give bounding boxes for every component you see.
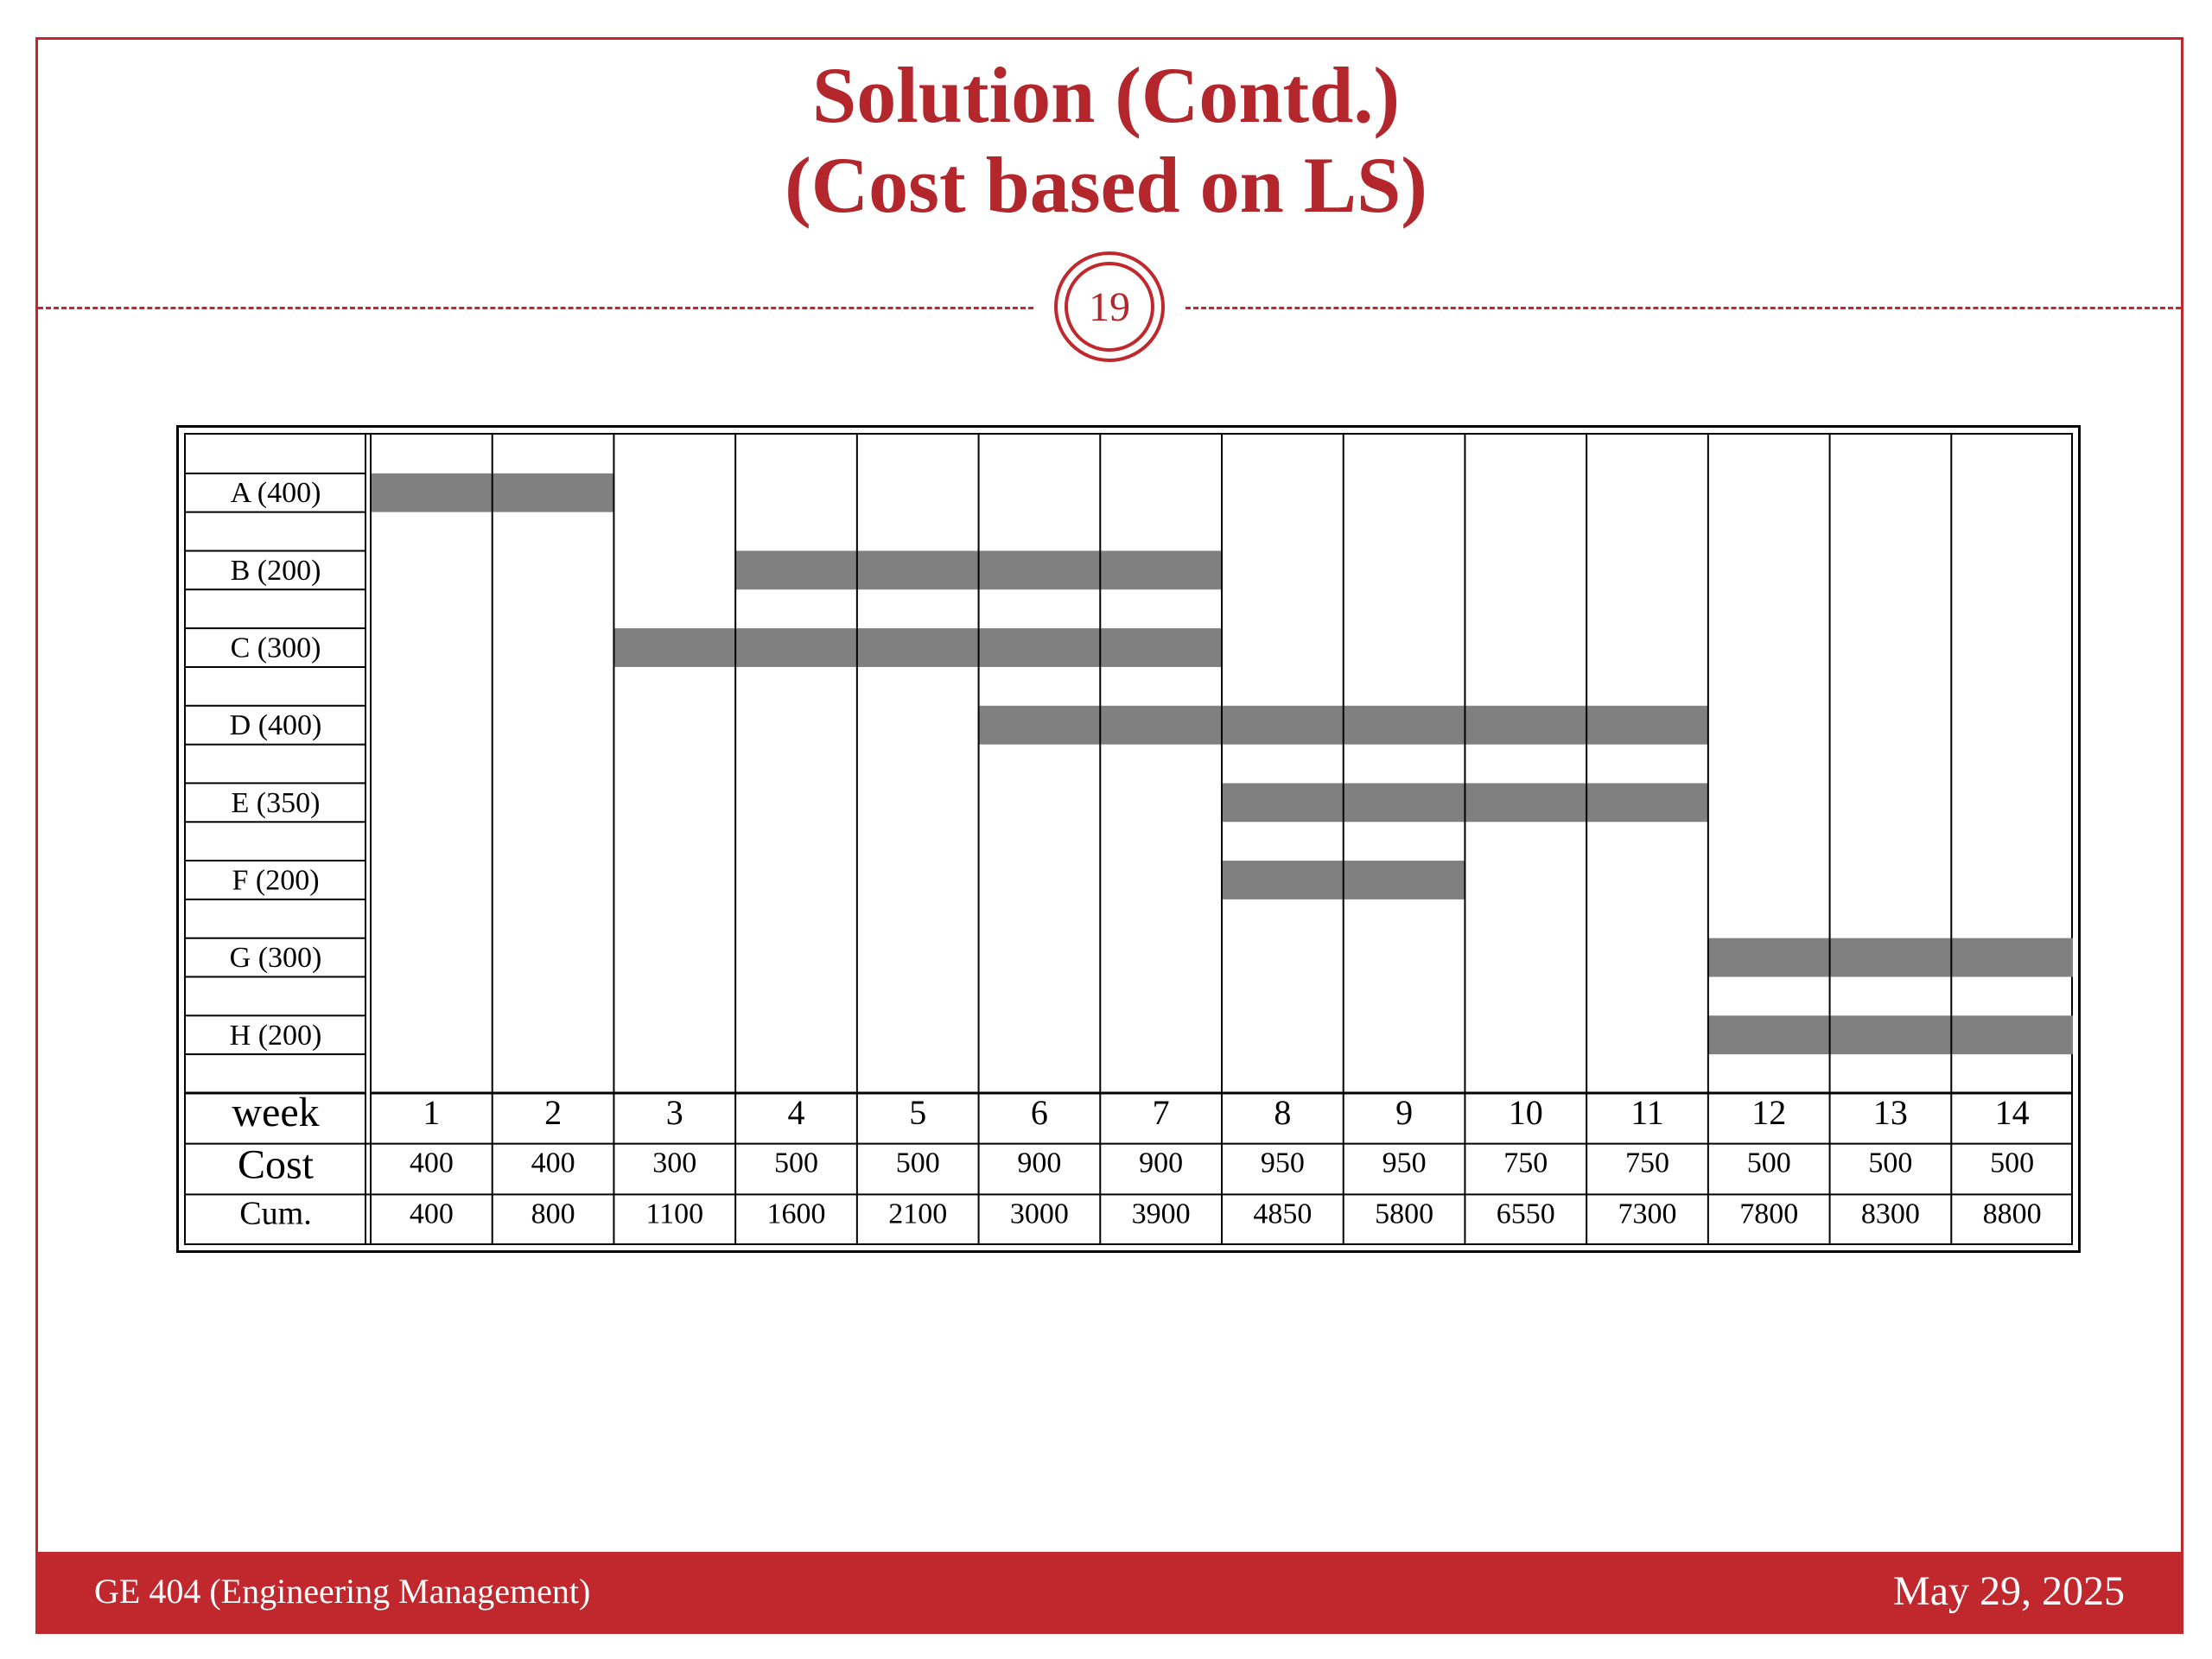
week-number: 13 <box>1872 1093 1908 1132</box>
week-cost: 900 <box>1139 1147 1184 1179</box>
slide-title <box>0 50 2212 230</box>
week-cumulative: 7300 <box>1618 1198 1677 1230</box>
week-number: 10 <box>1508 1093 1543 1132</box>
week-number: 5 <box>909 1093 927 1132</box>
week-cumulative: 5800 <box>1375 1198 1434 1230</box>
week-row-label: week <box>232 1090 320 1135</box>
activity-bar-c <box>613 628 1222 667</box>
week-cumulative: 1100 <box>645 1198 704 1230</box>
week-cost: 950 <box>1382 1147 1427 1179</box>
week-cumulative: 3900 <box>1131 1198 1191 1230</box>
week-number: 12 <box>1751 1093 1787 1132</box>
title-divider-left <box>38 307 1033 309</box>
gantt-chart <box>186 435 2073 1245</box>
week-number: 6 <box>1030 1093 1048 1132</box>
week-cost: 750 <box>1625 1147 1669 1179</box>
activity-label: E (350) <box>231 786 321 819</box>
week-cost: 500 <box>774 1147 818 1179</box>
week-cumulative: 2100 <box>888 1198 948 1230</box>
week-number: 9 <box>1395 1093 1414 1132</box>
week-cumulative: 8300 <box>1860 1198 1920 1230</box>
cum-row-label: Cum. <box>239 1195 312 1232</box>
week-cost: 500 <box>1868 1147 1913 1179</box>
week-number: 8 <box>1274 1093 1292 1132</box>
schedule-table-inner <box>184 433 2073 1245</box>
title-divider-right <box>1185 307 2181 309</box>
week-cost: 300 <box>652 1147 697 1179</box>
week-cost: 500 <box>1746 1147 1791 1179</box>
week-number: 3 <box>665 1093 683 1132</box>
week-number: 7 <box>1152 1093 1170 1132</box>
activity-label: D (400) <box>229 709 322 742</box>
activity-label: H (200) <box>229 1019 322 1052</box>
activity-label: B (200) <box>230 554 321 587</box>
week-number: 4 <box>787 1093 805 1132</box>
week-cumulative: 8800 <box>1982 1198 2042 1230</box>
week-cost: 900 <box>1017 1147 1062 1179</box>
footer-bar <box>35 1552 2183 1634</box>
week-cumulative: 6550 <box>1496 1198 1555 1230</box>
activity-bar-g <box>1708 938 2073 977</box>
footer-course: GE 404 (Engineering Management) <box>94 1572 591 1611</box>
week-cost: 750 <box>1503 1147 1548 1179</box>
week-cumulative: 1600 <box>766 1198 826 1230</box>
title-line-2: (Cost based on LS) <box>785 141 1427 229</box>
activity-label: G (300) <box>229 942 322 975</box>
title-line-1: Solution (Contd.) <box>812 51 1400 139</box>
slide-number-badge <box>1054 251 1165 362</box>
week-cost: 400 <box>531 1147 575 1179</box>
slide-number: 19 <box>1065 262 1154 352</box>
footer-date: May 29, 2025 <box>1893 1568 2125 1614</box>
week-cumulative: 400 <box>409 1198 454 1230</box>
week-number: 11 <box>1630 1093 1664 1132</box>
activity-label: A (400) <box>230 477 321 510</box>
week-cumulative: 800 <box>531 1198 575 1230</box>
week-number: 14 <box>1994 1093 2030 1132</box>
schedule-table <box>176 425 2081 1253</box>
week-cumulative: 3000 <box>1009 1198 1069 1230</box>
week-cumulative: 4850 <box>1253 1198 1313 1230</box>
activity-label: F (200) <box>232 864 320 897</box>
week-cumulative: 7800 <box>1739 1198 1799 1230</box>
week-number: 2 <box>544 1093 563 1132</box>
week-cost: 500 <box>1990 1147 2035 1179</box>
activity-label: C (300) <box>230 632 321 664</box>
week-cost: 400 <box>409 1147 454 1179</box>
week-number: 1 <box>423 1093 441 1132</box>
cost-row-label: Cost <box>237 1141 315 1188</box>
activity-bar-h <box>1708 1015 2073 1054</box>
week-cost: 950 <box>1260 1147 1305 1179</box>
week-cost: 500 <box>895 1147 940 1179</box>
